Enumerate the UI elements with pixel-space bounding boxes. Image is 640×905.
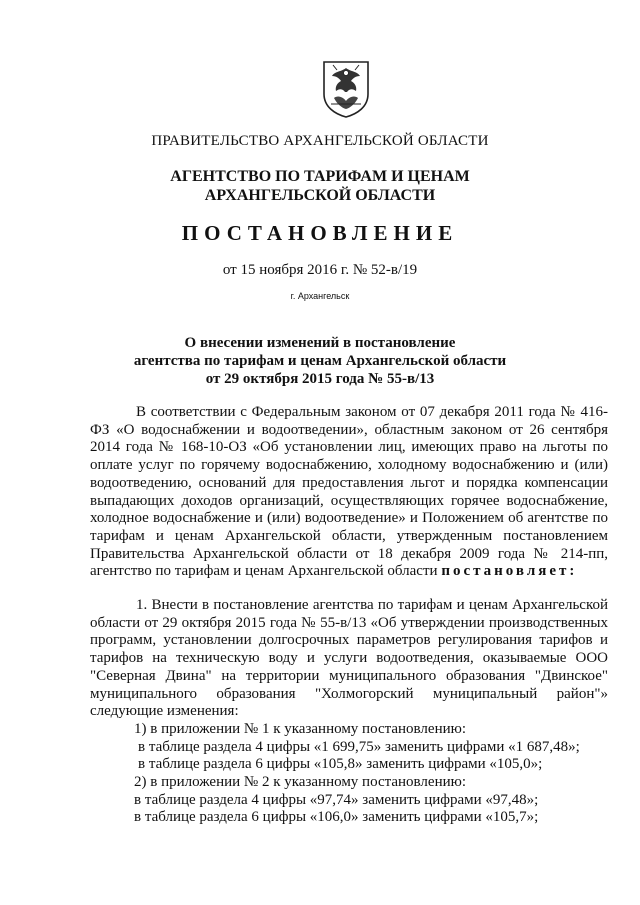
- subitem-1-change-a: в таблице раздела 4 цифры «1 699,75» заменить цифрами «1 687,48»;: [138, 738, 580, 755]
- coat-of-arms-emblem: [321, 60, 371, 118]
- document-type-title: ПОСТАНОВЛЕНИЕ: [181, 221, 459, 245]
- subject-line2: агентства по тарифам и ценам Архангельской области: [133, 353, 507, 369]
- city-name: г. Архангельск: [290, 291, 350, 301]
- agency-name-line2: АРХАНГЕЛЬСКОЙ ОБЛАСТИ: [204, 187, 436, 204]
- subitem-2-change-a: в таблице раздела 4 цифры «97,74» заменить цифрами «97,48»;: [134, 791, 539, 808]
- item-1: 1. Внести в постановление агентства по тарифам и ценам Архангельской области от 29 октября 2015 года № 55-в/13 «Об утверждении производственных программ, установлении долгосрочных параметров регулирования тарифов и тарифов на техническую воду и услуги водоотведения, оказываемые ООО "Северная Двина" на территории муниципального образования "Двинское" муниципального образования "Холмогорский муниципальный район"» следующие изменения:: [90, 597, 608, 720]
- document-subject: [0, 334, 640, 388]
- agency-name-line1: АГЕНТСТВО ПО ТАРИФАМ И ЦЕНАМ: [170, 168, 470, 185]
- subitem-2: 2) в приложении № 2 к указанному постановлению:: [134, 774, 466, 791]
- agency-name: [0, 167, 640, 205]
- preamble-text: В соответствии с Федеральным законом от 07 декабря 2011 года № 416-ФЗ «О водоснабжении и водоотведении», областным законом от 26 сентября 2014 года № 168-10-ОЗ «Об установлении лиц, имеющих право на льготы по оплате услуг по горячему водоснабжению, холодному водоснабжению и (или) водоотведению, оснований для предоставления льгот и порядка компенсации выпадающих доходов организаций, осуществляющих горячее водоснабжение, холодное водоснабжение и (или) водоотведение» и Положением об агентстве по тарифам и ценам Архангельской области, утвержденным постановлением Правительства Архангельской области от 18 декабря 2009 года № 214-пп, агентство по тарифам и ценам Архангельской области: [90, 404, 608, 580]
- preamble-paragraph: [90, 404, 608, 581]
- subject-line3: от 29 октября 2015 года № 55-в/13: [205, 371, 435, 387]
- subitem-2-change-b: в таблице раздела 6 цифры «106,0» заменить цифрами «105,7»;: [134, 809, 539, 826]
- government-name: ПРАВИТЕЛЬСТВО АРХАНГЕЛЬСКОЙ ОБЛАСТИ: [151, 133, 489, 149]
- subitem-1: 1) в приложении № 1 к указанному постановлению:: [134, 720, 466, 737]
- date-and-number: от 15 ноября 2016 г. № 52-в/19: [222, 262, 418, 278]
- subitem-1-change-b: в таблице раздела 6 цифры «105,8» заменить цифрами «105,0»;: [138, 756, 543, 773]
- resolves-word: постановляет:: [441, 563, 578, 580]
- subject-line1: О внесении изменений в постановление: [184, 335, 456, 351]
- resolution-items: [90, 597, 608, 827]
